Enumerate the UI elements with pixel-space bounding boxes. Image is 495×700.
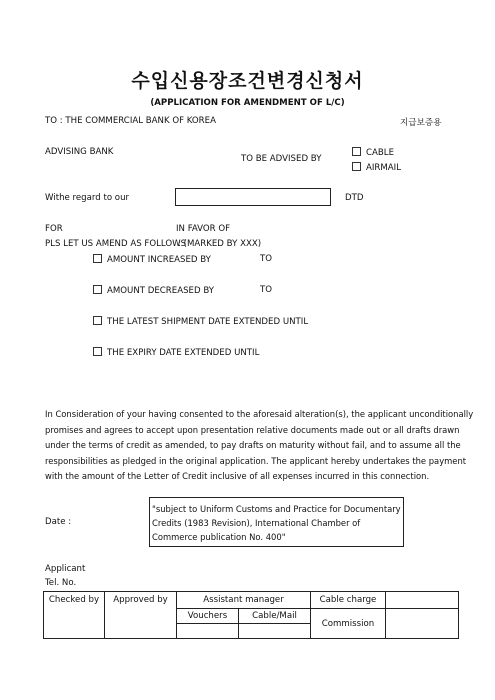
amend-marked-note: : (MARKED BY XXX)	[178, 239, 262, 249]
amend-item-expiry-date[interactable]	[93, 347, 259, 358]
checkbox[interactable]	[93, 347, 102, 356]
ucp-clause-line: Commerce publication No. 400"	[152, 532, 286, 542]
tel-label: Tel. No.	[45, 578, 77, 588]
regard-label: Withe regard to our	[45, 193, 130, 203]
amend-item-label: AMOUNT DECREASED BY	[107, 286, 214, 296]
amend-item-shipment-date[interactable]	[93, 316, 308, 327]
vouchers-value	[177, 624, 239, 639]
option-cable[interactable]	[352, 147, 394, 158]
amend-item-to: TO	[260, 254, 273, 264]
airmail-checkbox[interactable]	[352, 162, 361, 171]
checked-by-header	[44, 592, 105, 639]
commission-value	[386, 609, 459, 639]
copy-label: 지급보증용	[400, 118, 442, 128]
amend-instruction: PLS LET US AMEND AS FOLLOWS	[45, 239, 187, 249]
approval-table	[43, 591, 459, 639]
consideration-paragraph	[45, 407, 474, 485]
approved-by-label: Approved by	[113, 595, 168, 605]
ucp-clause	[152, 502, 401, 544]
amend-item-label: THE EXPIRY DATE EXTENDED UNTIL	[107, 348, 260, 358]
option-airmail[interactable]	[352, 162, 401, 173]
ucp-clause-line: Credits (1983 Revision), International Chamber of	[152, 518, 361, 528]
amend-item-to: TO	[260, 285, 273, 295]
consideration-line: In Consideration of your having consented to the aforesaid alteration(s), the applicant unconditionally	[45, 409, 474, 419]
assistant-manager-header: Assistant manager	[177, 592, 311, 609]
cable-charge-value	[386, 592, 459, 609]
form-subtitle: (APPLICATION FOR AMENDMENT OF L/C)	[150, 98, 345, 108]
amend-item-label: AMOUNT INCREASED BY	[107, 255, 211, 265]
option-airmail-label: AIRMAIL	[366, 163, 402, 173]
checked-by-label: Checked by	[48, 595, 100, 605]
consideration-line: responsibilities as pledged in the original application. The applicant hereby undertakes the payment	[45, 455, 467, 466]
regard-field[interactable]	[175, 188, 331, 206]
consideration-line: promises and agrees to accept upon presentation relative documents made out or all drafts drawn	[45, 424, 460, 435]
cable-charge-header: Cable charge	[311, 592, 386, 609]
consideration-line: with the amount of the Letter of Credit inclusive of all expenses incurred in this connection.	[45, 471, 430, 482]
cable-mail-header: Cable/Mail	[239, 609, 311, 624]
amend-item-amount-increased[interactable]	[93, 254, 211, 265]
checkbox[interactable]	[93, 285, 102, 294]
vouchers-header: Vouchers	[177, 609, 239, 624]
to-bank: TO : THE COMMERCIAL BANK OF KOREA	[45, 116, 216, 126]
checkbox[interactable]	[93, 316, 102, 325]
for-label: FOR	[45, 224, 63, 234]
ucp-clause-line: "subject to Uniform Customs and Practice for Documentary	[152, 504, 401, 514]
approved-by-header	[105, 592, 177, 639]
in-favor-label: IN FAVOR OF	[176, 224, 231, 234]
applicant-label: Applicant	[45, 564, 86, 574]
form-title: 수입신용장조건변경신청서	[131, 70, 364, 92]
consideration-line: under the terms of credit as amended, to pay drafts on maturity without fail, and to assume all the	[45, 440, 461, 451]
option-cable-label: CABLE	[366, 148, 394, 158]
checkbox[interactable]	[93, 254, 102, 263]
commission-header: Commission	[311, 609, 386, 639]
amend-item-label: THE LATEST SHIPMENT DATE EXTENDED UNTIL	[107, 317, 309, 327]
dtd-label: DTD	[345, 193, 364, 203]
date-label: Date :	[45, 517, 72, 527]
cable-checkbox[interactable]	[352, 147, 361, 156]
amend-item-amount-decreased[interactable]	[93, 285, 214, 296]
advising-bank-label: ADVISING BANK	[45, 147, 114, 157]
cable-mail-value	[239, 624, 311, 639]
advised-by-label: TO BE ADVISED BY	[241, 154, 322, 164]
